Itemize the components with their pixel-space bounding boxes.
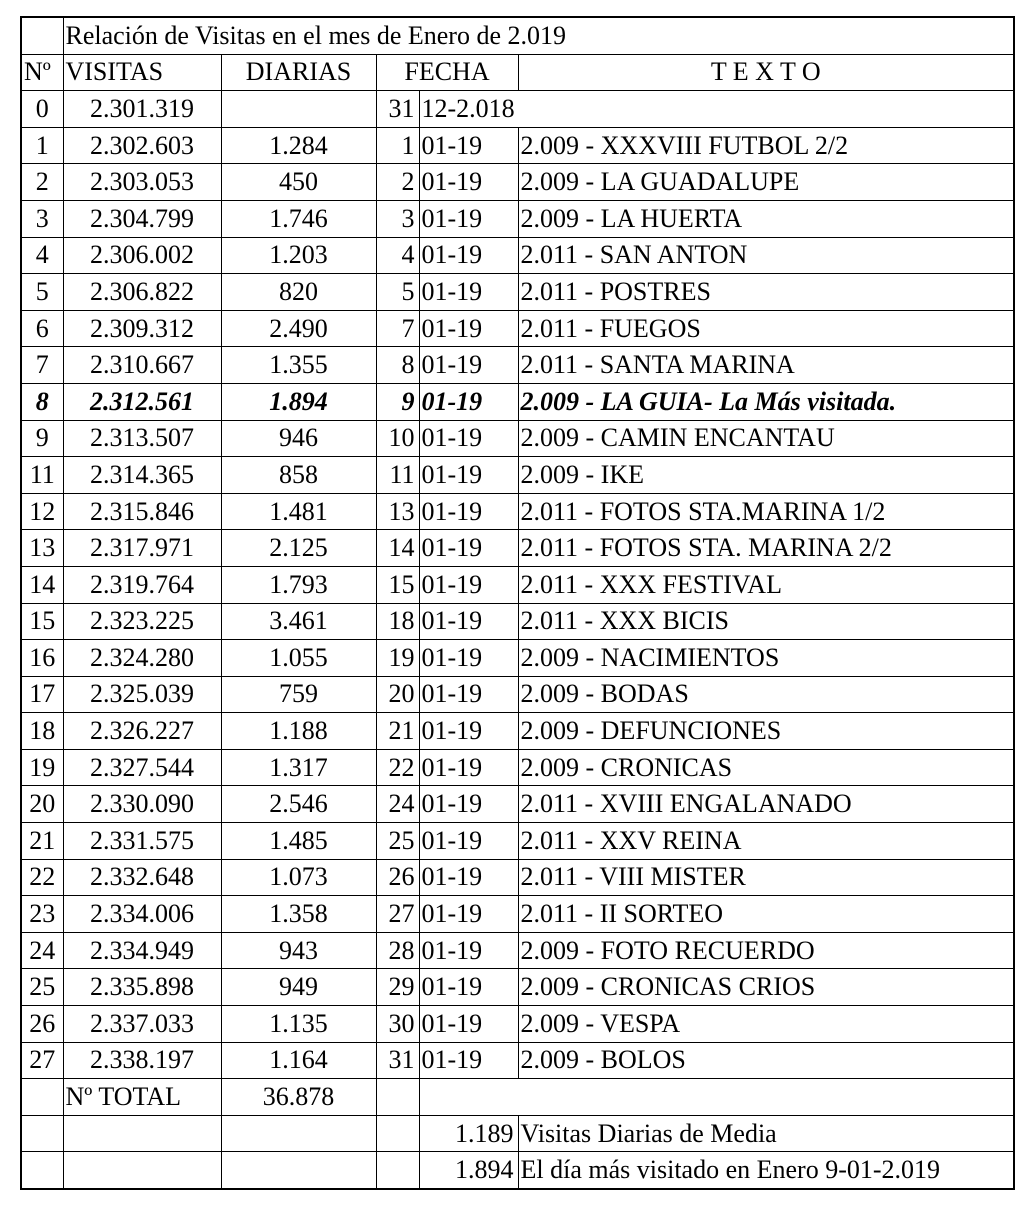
row-diarias: 858 (221, 457, 376, 494)
row-dia: 29 (376, 969, 419, 1006)
row-fecha: 01-19 (419, 530, 518, 567)
header-diarias: DIARIAS (221, 54, 376, 91)
summary-text: El día más visitado en Enero 9-01-2.019 (518, 1152, 1014, 1189)
row-number: 8 (21, 383, 63, 420)
row-visitas: 2.303.053 (63, 164, 221, 201)
row-dia: 19 (376, 640, 419, 677)
row-dia: 13 (376, 493, 419, 530)
table-row (21, 420, 1014, 457)
summary-text: Visitas Diarias de Media (518, 1115, 1014, 1152)
row-texto: 2.009 - CRONICAS CRIOS (518, 969, 1014, 1006)
row-fecha: 01-19 (419, 310, 518, 347)
row-visitas: 2.306.822 (63, 274, 221, 311)
row-diarias: 3.461 (221, 603, 376, 640)
table-row (21, 566, 1014, 603)
row-visitas: 2.335.898 (63, 969, 221, 1006)
table-row (21, 237, 1014, 274)
row-number: 14 (21, 566, 63, 603)
row-texto: 2.009 - NACIMIENTOS (518, 640, 1014, 677)
row-number: 27 (21, 1042, 63, 1079)
row-number: 23 (21, 896, 63, 933)
row-dia: 31 (376, 91, 419, 128)
row-diarias: 2.490 (221, 310, 376, 347)
row-dia: 18 (376, 603, 419, 640)
header-visitas: VISITAS (63, 54, 221, 91)
row-visitas: 2.331.575 (63, 823, 221, 860)
totals-label: Nº TOTAL (63, 1079, 221, 1116)
row-texto: 2.009 - LA GUIA- La Más visitada. (518, 383, 1014, 420)
row-diarias: 1.793 (221, 566, 376, 603)
row-fecha: 01-19 (419, 274, 518, 311)
row-number: 12 (21, 493, 63, 530)
row-fecha: 01-19 (419, 932, 518, 969)
row-diarias: 1.135 (221, 1006, 376, 1043)
row-dia: 27 (376, 896, 419, 933)
row-fecha: 01-19 (419, 969, 518, 1006)
row-visitas: 2.317.971 (63, 530, 221, 567)
row-fecha: 01-19 (419, 127, 518, 164)
row-number: 22 (21, 859, 63, 896)
row-dia: 22 (376, 749, 419, 786)
row-diarias (221, 91, 376, 128)
row-visitas: 2.338.197 (63, 1042, 221, 1079)
table-row (21, 383, 1014, 420)
row-visitas: 2.323.225 (63, 603, 221, 640)
row-diarias: 1.073 (221, 859, 376, 896)
table-row (21, 274, 1014, 311)
row-visitas: 2.337.033 (63, 1006, 221, 1043)
row-visitas: 2.302.603 (63, 127, 221, 164)
table-row (21, 1006, 1014, 1043)
row-fecha: 01-19 (419, 676, 518, 713)
row-texto: 2.009 - LA GUADALUPE (518, 164, 1014, 201)
row-texto: 2.009 - CAMIN ENCANTAU (518, 420, 1014, 457)
row-fecha: 01-19 (419, 786, 518, 823)
row-texto (518, 91, 1014, 128)
row-number: 11 (21, 457, 63, 494)
summary-empty-cell (21, 1115, 63, 1152)
table-row (21, 823, 1014, 860)
row-dia: 15 (376, 566, 419, 603)
row-number: 17 (21, 676, 63, 713)
row-visitas: 2.327.544 (63, 749, 221, 786)
row-visitas: 2.326.227 (63, 713, 221, 750)
row-texto: 2.011 - VIII MISTER (518, 859, 1014, 896)
row-dia: 26 (376, 859, 419, 896)
row-diarias: 943 (221, 932, 376, 969)
row-texto: 2.011 - XXV REINA (518, 823, 1014, 860)
row-texto: 2.011 - SANTA MARINA (518, 347, 1014, 384)
title-row (21, 17, 1014, 54)
table-row (21, 310, 1014, 347)
table-row (21, 749, 1014, 786)
row-number: 25 (21, 969, 63, 1006)
row-visitas: 2.314.365 (63, 457, 221, 494)
row-diarias: 1.358 (221, 896, 376, 933)
row-diarias: 1.164 (221, 1042, 376, 1079)
row-fecha: 01-19 (419, 237, 518, 274)
row-diarias: 1.317 (221, 749, 376, 786)
row-number: 24 (21, 932, 63, 969)
row-dia: 14 (376, 530, 419, 567)
row-visitas: 2.334.006 (63, 896, 221, 933)
row-dia: 4 (376, 237, 419, 274)
visits-table (20, 16, 1015, 1190)
row-visitas: 2.306.002 (63, 237, 221, 274)
row-dia: 11 (376, 457, 419, 494)
row-fecha: 01-19 (419, 713, 518, 750)
row-diarias: 1.203 (221, 237, 376, 274)
row-number: 16 (21, 640, 63, 677)
row-texto: 2.009 - FOTO RECUERDO (518, 932, 1014, 969)
row-dia: 24 (376, 786, 419, 823)
row-diarias: 946 (221, 420, 376, 457)
summary-empty-cell (63, 1152, 221, 1189)
row-dia: 3 (376, 200, 419, 237)
totals-row (21, 1079, 1014, 1116)
row-visitas: 2.330.090 (63, 786, 221, 823)
row-fecha: 01-19 (419, 859, 518, 896)
table-row (21, 1042, 1014, 1079)
table-row (21, 676, 1014, 713)
row-number: 9 (21, 420, 63, 457)
summary-value: 1.189 (419, 1115, 518, 1152)
row-texto: 2.011 - II SORTEO (518, 896, 1014, 933)
row-diarias: 949 (221, 969, 376, 1006)
row-diarias: 2.125 (221, 530, 376, 567)
row-diarias: 1.284 (221, 127, 376, 164)
row-number: 15 (21, 603, 63, 640)
summary-empty-cell (376, 1115, 419, 1152)
row-number: 20 (21, 786, 63, 823)
row-fecha: 01-19 (419, 200, 518, 237)
row-texto: 2.011 - FUEGOS (518, 310, 1014, 347)
totals-empty-cell (376, 1079, 419, 1116)
header-n: Nº (21, 54, 63, 91)
row-texto: 2.009 - VESPA (518, 1006, 1014, 1043)
row-number: 21 (21, 823, 63, 860)
row-diarias: 1.485 (221, 823, 376, 860)
row-texto: 2.011 - XVIII ENGALANADO (518, 786, 1014, 823)
table-row (21, 713, 1014, 750)
row-number: 26 (21, 1006, 63, 1043)
row-visitas: 2.309.312 (63, 310, 221, 347)
row-number: 6 (21, 310, 63, 347)
row-number: 3 (21, 200, 63, 237)
row-fecha: 12-2.018 (419, 91, 518, 128)
row-texto: 2.009 - XXXVIII FUTBOL 2/2 (518, 127, 1014, 164)
row-number: 2 (21, 164, 63, 201)
row-dia: 1 (376, 127, 419, 164)
table-row (21, 530, 1014, 567)
row-visitas: 2.332.648 (63, 859, 221, 896)
table-row (21, 164, 1014, 201)
summary-empty-cell (221, 1115, 376, 1152)
summary-empty-cell (21, 1152, 63, 1189)
header-texto: T E X T O (518, 54, 1014, 91)
row-diarias: 1.894 (221, 383, 376, 420)
row-visitas: 2.313.507 (63, 420, 221, 457)
row-texto: 2.009 - BODAS (518, 676, 1014, 713)
summary-row (21, 1152, 1014, 1189)
row-fecha: 01-19 (419, 347, 518, 384)
row-texto: 2.009 - LA HUERTA (518, 200, 1014, 237)
row-fecha: 01-19 (419, 1006, 518, 1043)
row-diarias: 759 (221, 676, 376, 713)
row-fecha: 01-19 (419, 493, 518, 530)
row-dia: 31 (376, 1042, 419, 1079)
totals-value: 36.878 (221, 1079, 376, 1116)
table-row (21, 969, 1014, 1006)
table-row (21, 786, 1014, 823)
table-row (21, 457, 1014, 494)
row-number: 1 (21, 127, 63, 164)
row-number: 7 (21, 347, 63, 384)
row-fecha: 01-19 (419, 603, 518, 640)
row-diarias: 450 (221, 164, 376, 201)
summary-empty-cell (376, 1152, 419, 1189)
totals-empty-cell (419, 1079, 1014, 1116)
table-row (21, 896, 1014, 933)
table-row (21, 859, 1014, 896)
row-fecha: 01-19 (419, 896, 518, 933)
row-visitas: 2.324.280 (63, 640, 221, 677)
row-visitas: 2.310.667 (63, 347, 221, 384)
header-row (21, 54, 1014, 91)
row-texto: 2.009 - BOLOS (518, 1042, 1014, 1079)
table-row (21, 932, 1014, 969)
row-fecha: 01-19 (419, 457, 518, 494)
row-texto: 2.009 - IKE (518, 457, 1014, 494)
row-visitas: 2.325.039 (63, 676, 221, 713)
row-visitas: 2.315.846 (63, 493, 221, 530)
totals-empty-cell (21, 1079, 63, 1116)
row-texto: 2.011 - FOTOS STA. MARINA 2/2 (518, 530, 1014, 567)
table-row (21, 127, 1014, 164)
table-row (21, 200, 1014, 237)
row-diarias: 1.188 (221, 713, 376, 750)
row-number: 18 (21, 713, 63, 750)
table-row (21, 347, 1014, 384)
row-number: 0 (21, 91, 63, 128)
row-dia: 28 (376, 932, 419, 969)
row-dia: 7 (376, 310, 419, 347)
row-visitas: 2.312.561 (63, 383, 221, 420)
row-diarias: 2.546 (221, 786, 376, 823)
row-texto: 2.011 - POSTRES (518, 274, 1014, 311)
row-number: 4 (21, 237, 63, 274)
row-diarias: 1.481 (221, 493, 376, 530)
row-visitas: 2.334.949 (63, 932, 221, 969)
row-dia: 5 (376, 274, 419, 311)
header-fecha: FECHA (376, 54, 518, 91)
title-empty-cell (21, 17, 63, 54)
row-fecha: 01-19 (419, 1042, 518, 1079)
row-texto: 2.011 - SAN ANTON (518, 237, 1014, 274)
row-dia: 8 (376, 347, 419, 384)
row-texto: 2.009 - CRONICAS (518, 749, 1014, 786)
row-dia: 2 (376, 164, 419, 201)
row-texto: 2.011 - XXX FESTIVAL (518, 566, 1014, 603)
row-fecha: 01-19 (419, 383, 518, 420)
row-texto: 2.011 - FOTOS STA.MARINA 1/2 (518, 493, 1014, 530)
summary-empty-cell (63, 1115, 221, 1152)
table-row (21, 603, 1014, 640)
row-diarias: 1.055 (221, 640, 376, 677)
row-diarias: 820 (221, 274, 376, 311)
row-dia: 25 (376, 823, 419, 860)
row-visitas: 2.301.319 (63, 91, 221, 128)
row-visitas: 2.304.799 (63, 200, 221, 237)
summary-row (21, 1115, 1014, 1152)
row-dia: 9 (376, 383, 419, 420)
row-dia: 20 (376, 676, 419, 713)
table-title: Relación de Visitas en el mes de Enero de 2.019 (63, 17, 1014, 54)
row-fecha: 01-19 (419, 823, 518, 860)
row-texto: 2.011 - XXX BICIS (518, 603, 1014, 640)
row-diarias: 1.746 (221, 200, 376, 237)
row-diarias: 1.355 (221, 347, 376, 384)
row-visitas: 2.319.764 (63, 566, 221, 603)
summary-value: 1.894 (419, 1152, 518, 1189)
table-row (21, 91, 1014, 128)
table-row (21, 493, 1014, 530)
row-texto: 2.009 - DEFUNCIONES (518, 713, 1014, 750)
row-fecha: 01-19 (419, 566, 518, 603)
summary-empty-cell (221, 1152, 376, 1189)
table-row (21, 640, 1014, 677)
row-number: 19 (21, 749, 63, 786)
row-dia: 30 (376, 1006, 419, 1043)
row-number: 13 (21, 530, 63, 567)
row-dia: 21 (376, 713, 419, 750)
row-fecha: 01-19 (419, 420, 518, 457)
row-number: 5 (21, 274, 63, 311)
row-fecha: 01-19 (419, 164, 518, 201)
row-fecha: 01-19 (419, 749, 518, 786)
row-dia: 10 (376, 420, 419, 457)
row-fecha: 01-19 (419, 640, 518, 677)
